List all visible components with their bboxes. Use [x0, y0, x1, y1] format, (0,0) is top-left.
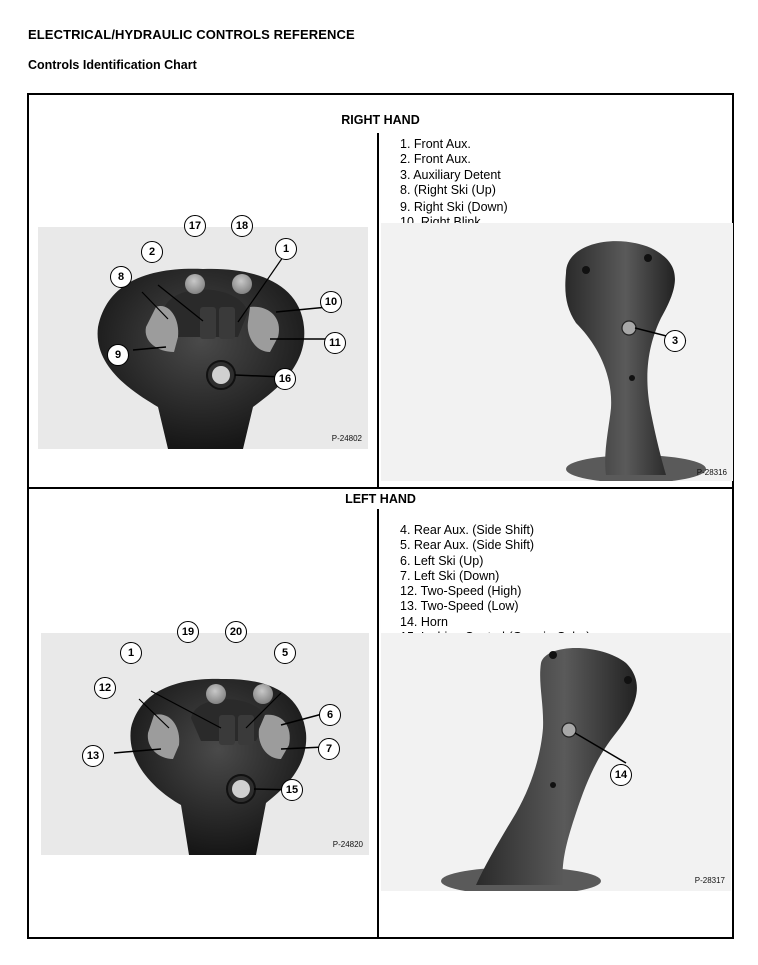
page-subtitle: Controls Identification Chart — [28, 58, 197, 72]
column-divider-right-hand — [377, 133, 379, 487]
column-divider-left-hand — [377, 509, 379, 939]
callout-17: 17 — [184, 215, 206, 237]
callout-16: 16 — [274, 368, 296, 390]
list-item: 7. Left Ski (Down) — [400, 568, 500, 583]
callout-18: 18 — [231, 215, 253, 237]
callout-10: 10 — [320, 291, 342, 313]
callout-8: 8 — [110, 266, 132, 288]
list-item: 9. Right Ski (Down) — [400, 200, 508, 215]
callout-9: 9 — [107, 344, 129, 366]
right-joystick-top-photo — [38, 227, 368, 449]
callout-14: 14 — [610, 764, 632, 786]
callout-3: 3 — [664, 330, 686, 352]
callout-5: 5 — [274, 642, 296, 664]
photo-label: P-28316 — [696, 468, 727, 477]
list-item: 6. Left Ski (Up) — [400, 553, 484, 568]
callout-7: 7 — [318, 738, 340, 760]
list-item: 4. Rear Aux. (Side Shift) — [400, 523, 535, 537]
list-item: 8. (Right Ski (Up) — [400, 182, 496, 197]
list-item: 3. Auxiliary Detent — [400, 167, 501, 182]
callout-11: 11 — [324, 332, 346, 354]
callout-1: 1 — [120, 642, 142, 664]
callout-12: 12 — [94, 677, 116, 699]
right-joystick-side-photo — [381, 223, 733, 481]
photo-label: P-28317 — [694, 876, 725, 885]
callout-6: 6 — [319, 704, 341, 726]
list-item: 12. Two-Speed (High) — [400, 584, 522, 599]
callout-15: 15 — [281, 779, 303, 801]
callout-19: 19 — [177, 621, 199, 643]
callout-2: 2 — [141, 241, 163, 263]
controls-chart — [27, 93, 734, 939]
list-item: 1. Front Aux. — [400, 137, 471, 151]
list-item: 2. Front Aux. — [400, 152, 471, 167]
callout-13: 13 — [82, 745, 104, 767]
right-hand-heading: RIGHT HAND — [341, 113, 420, 127]
left-joystick-side-photo — [381, 633, 731, 891]
list-item: 5. Rear Aux. (Side Shift) — [400, 538, 535, 553]
section-divider — [29, 487, 732, 489]
left-hand-heading: LEFT HAND — [345, 492, 416, 506]
callout-1: 1 — [275, 238, 297, 260]
callout-20: 20 — [225, 621, 247, 643]
photo-label: P-24802 — [331, 434, 362, 443]
photo-label: P-24820 — [332, 840, 363, 849]
list-item: 13. Two-Speed (Low) — [400, 599, 519, 614]
list-item: 14. Horn — [400, 614, 448, 629]
page-title: ELECTRICAL/HYDRAULIC CONTROLS REFERENCE — [28, 27, 355, 42]
